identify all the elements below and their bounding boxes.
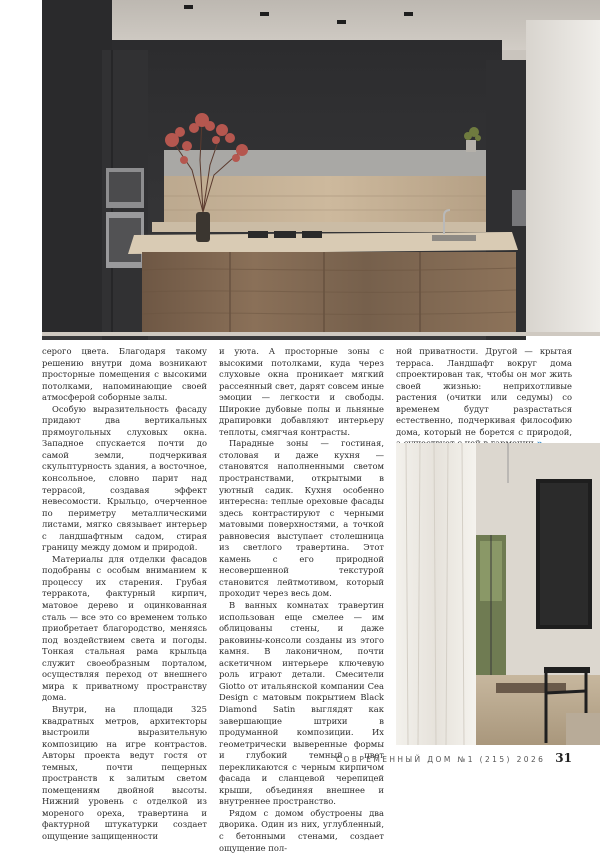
kitchen-photo bbox=[42, 0, 600, 336]
paragraph-text: ной приватности. Другой — крытая терраса. Ландшафт вокруг дома спроектирован так, чтобы он мог жить своей жизнью: неприхотливые растения (очитки или седумы) со временем будут разрастаться естественно, подчеркивая философию дома, который не борется с природой, bbox=[396, 346, 572, 437]
page-number: 31 bbox=[555, 751, 572, 765]
paragraph: серого цвета. Благодаря такому решению внутри дома возникают просторные помещения с высокими потолками, напоминающие своей атмосферой соборные залы. bbox=[42, 346, 207, 403]
paragraph: и уюта. А просторные зоны с высокими потолками, куда через слуховые окна проникает мягкий рассеянный свет, дарят совсем иные эмоции — легкости и свободы. Широкие дубовые полы и льняные драпировки добавляют интерьеру теплоты, смягчая контрасты. bbox=[219, 346, 384, 437]
text-column-2 bbox=[219, 346, 384, 854]
paragraph: Рядом с домом обустроены два дворика. Один из них, углубленный, с бетонными стенами, создает ощущение пол- bbox=[219, 807, 384, 853]
paragraph: Внутри, на площади 325 квадратных метров, архитекторы выстроили выразительную композицию на игре контрастов. Авторы проекта ведут гостя от темных, почти пещерных пространств к залитым светом помещениям двойной высоты. Нижний уровень с отделкой из мореного ореха, травертина и фактурной штукатурки создает ощущение защищенности bbox=[42, 703, 207, 841]
page-footer bbox=[336, 751, 572, 765]
paragraph: Парадные зоны — гостиная, столовая и даже кухня — становятся наполненными светом пространствами, открытыми в уютный садик. Кухня особенно интересна: теплые ореховые фасады здесь контрастируют с черными матовыми поверхностями, а точкой равновесия выступает столешница из светлого травертина. Этот камень с его природной несовершенной текстурой становится лейтмотивом, который проходит через весь дом. bbox=[219, 438, 384, 599]
text-column-1 bbox=[42, 346, 207, 843]
living-room-photo bbox=[396, 443, 600, 745]
paragraph bbox=[396, 346, 572, 451]
paragraph: В ванных комнатах травертин использован еще смелее — им облицованы стены, и даже раковины-консоли созданы из этого камня. В лаконичном, почти аскетичном интерьере ключевую роль играют детали. Смесители Giotto от итальянской компании Cea Design с матовым покрытием Black Diamond Satin выглядят как завершающие штрихи в продуманной композиции. Их геометрически выверенные формы и глубокий темный цвет перекликаются с черным кирпичом фасада и сланцевой черепицей крыши, объединяя внешнее и внутреннее пространство. bbox=[219, 600, 384, 807]
magazine-title: СОВРЕМЕННЫЙ ДОМ №1 (215) 2026 bbox=[335, 755, 546, 764]
text-column-3 bbox=[396, 346, 572, 451]
paragraph: Особую выразительность фасаду придают два вертикальных прямоугольных слуховых окна. Западное спускается почти до самой земли, подчеркивая скульптурность здания, а восточное, консольное, словно парит над террасой, создавая эффект невесомости. Крыльцо, очерченное по периметру металлическими листами, мягко связывает интерьер с ландшафтным садом, стирая границу между домом и природой. bbox=[42, 403, 207, 553]
paragraph: Материалы для отделки фасадов подобраны с особым вниманием к процессу их старения. Грубая терракота, фактурный кирпич, матовое дерево и оцинкованная сталь — все это со временем только приобретает благородство, меняясь под воздействием света и погоды. Тонкая стальная рама крыльца служит своеобразным порталом, осуществляя переход от внешнего мира к приватному пространству дома. bbox=[42, 553, 207, 703]
